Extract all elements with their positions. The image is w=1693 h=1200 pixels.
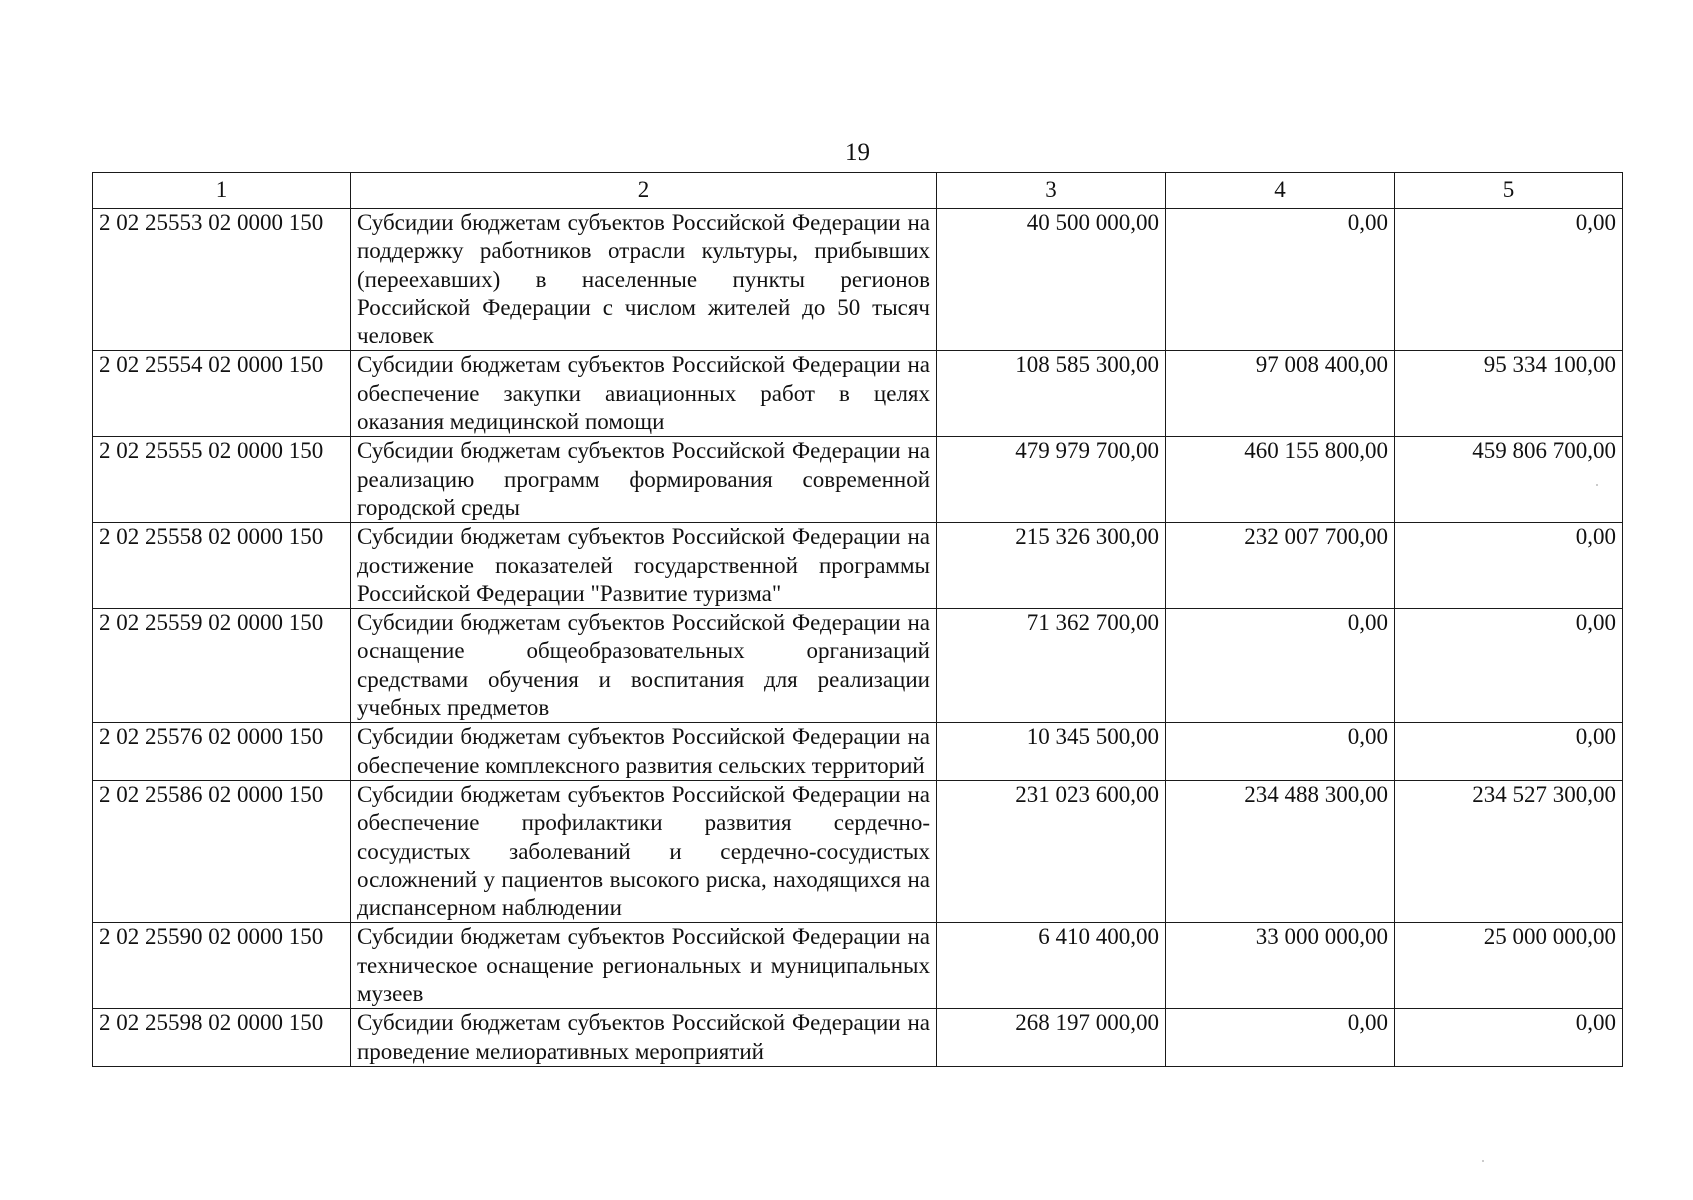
budget-code-cell: 2 02 25559 02 0000 150: [93, 609, 351, 723]
table-body: [93, 209, 1623, 1067]
amount-col3-cell: 231 023 600,00: [937, 780, 1166, 922]
table-row: [93, 923, 1623, 1009]
amount-col3-cell: 6 410 400,00: [937, 923, 1166, 1009]
description-cell: Субсидии бюджетам субъектов Российской Федерации на обеспечение закупки авиационных работ в целях оказания медицинской помощи: [351, 351, 937, 437]
description-cell: Субсидии бюджетам субъектов Российской Федерации на обеспечение комплексного развития сельских территорий: [351, 723, 937, 781]
amount-col4-cell: 234 488 300,00: [1166, 780, 1395, 922]
description-cell: Субсидии бюджетам субъектов Российской Федерации на реализацию программ формирования современной городской среды: [351, 437, 937, 523]
description-cell: Субсидии бюджетам субъектов Российской Федерации на техническое оснащение региональных и муниципальных музеев: [351, 923, 937, 1009]
amount-col4-cell: 97 008 400,00: [1166, 351, 1395, 437]
amount-col4-cell: 460 155 800,00: [1166, 437, 1395, 523]
amount-col4-cell: 232 007 700,00: [1166, 523, 1395, 609]
column-header-3: 3: [937, 173, 1166, 209]
description-cell: Субсидии бюджетам субъектов Российской Федерации на проведение мелиоративных мероприятий: [351, 1009, 937, 1067]
column-header-2: 2: [351, 173, 937, 209]
description-cell: Субсидии бюджетам субъектов Российской Федерации на поддержку работников отрасли культуры, прибывших (переехавших) в населенные пункты регионов Российской Федерации с числом жителей до 50 тысяч человек: [351, 209, 937, 351]
budget-code-cell: 2 02 25554 02 0000 150: [93, 351, 351, 437]
amount-col3-cell: 71 362 700,00: [937, 609, 1166, 723]
amount-col5-cell: 0,00: [1395, 209, 1623, 351]
column-header-1: 1: [93, 173, 351, 209]
amount-col5-cell: 234 527 300,00: [1395, 780, 1623, 922]
table-row: [93, 523, 1623, 609]
amount-col5-cell: 25 000 000,00: [1395, 923, 1623, 1009]
budget-code-cell: 2 02 25590 02 0000 150: [93, 923, 351, 1009]
budget-table: [92, 172, 1623, 1067]
table-row: [93, 209, 1623, 351]
description-cell: Субсидии бюджетам субъектов Российской Федерации на оснащение общеобразовательных организаций средствами обучения и воспитания для реализации учебных предметов: [351, 609, 937, 723]
amount-col4-cell: 0,00: [1166, 1009, 1395, 1067]
amount-col4-cell: 0,00: [1166, 609, 1395, 723]
amount-col5-cell: 0,00: [1395, 523, 1623, 609]
column-header-4: 4: [1166, 173, 1395, 209]
scan-speck: [1482, 1160, 1484, 1162]
table-row: [93, 437, 1623, 523]
description-cell: Субсидии бюджетам субъектов Российской Федерации на обеспечение профилактики развития сердечно-сосудистых заболеваний и сердечно-сосудистых осложнений у пациентов высокого риска, находящихся на диспансерном наблюдении: [351, 780, 937, 922]
amount-col3-cell: 40 500 000,00: [937, 209, 1166, 351]
amount-col3-cell: 479 979 700,00: [937, 437, 1166, 523]
amount-col3-cell: 10 345 500,00: [937, 723, 1166, 781]
amount-col5-cell: 0,00: [1395, 609, 1623, 723]
budget-code-cell: 2 02 25555 02 0000 150: [93, 437, 351, 523]
amount-col5-cell: 0,00: [1395, 1009, 1623, 1067]
amount-col3-cell: 268 197 000,00: [937, 1009, 1166, 1067]
table-header-row: [93, 173, 1623, 209]
page-number: 19: [845, 139, 870, 166]
amount-col5-cell: 0,00: [1395, 723, 1623, 781]
amount-col3-cell: 215 326 300,00: [937, 523, 1166, 609]
column-header-5: 5: [1395, 173, 1623, 209]
amount-col3-cell: 108 585 300,00: [937, 351, 1166, 437]
table-row: [93, 723, 1623, 781]
budget-code-cell: 2 02 25576 02 0000 150: [93, 723, 351, 781]
amount-col4-cell: 0,00: [1166, 209, 1395, 351]
amount-col5-cell: 95 334 100,00: [1395, 351, 1623, 437]
table-row: [93, 1009, 1623, 1067]
amount-col4-cell: 0,00: [1166, 723, 1395, 781]
description-cell: Субсидии бюджетам субъектов Российской Федерации на достижение показателей государственной программы Российской Федерации "Развитие туризма": [351, 523, 937, 609]
budget-code-cell: 2 02 25553 02 0000 150: [93, 209, 351, 351]
scan-speck: [1596, 484, 1598, 486]
budget-code-cell: 2 02 25586 02 0000 150: [93, 780, 351, 922]
amount-col5-cell: 459 806 700,00: [1395, 437, 1623, 523]
budget-code-cell: 2 02 25598 02 0000 150: [93, 1009, 351, 1067]
table-row: [93, 780, 1623, 922]
budget-code-cell: 2 02 25558 02 0000 150: [93, 523, 351, 609]
table-row: [93, 609, 1623, 723]
table-row: [93, 351, 1623, 437]
amount-col4-cell: 33 000 000,00: [1166, 923, 1395, 1009]
